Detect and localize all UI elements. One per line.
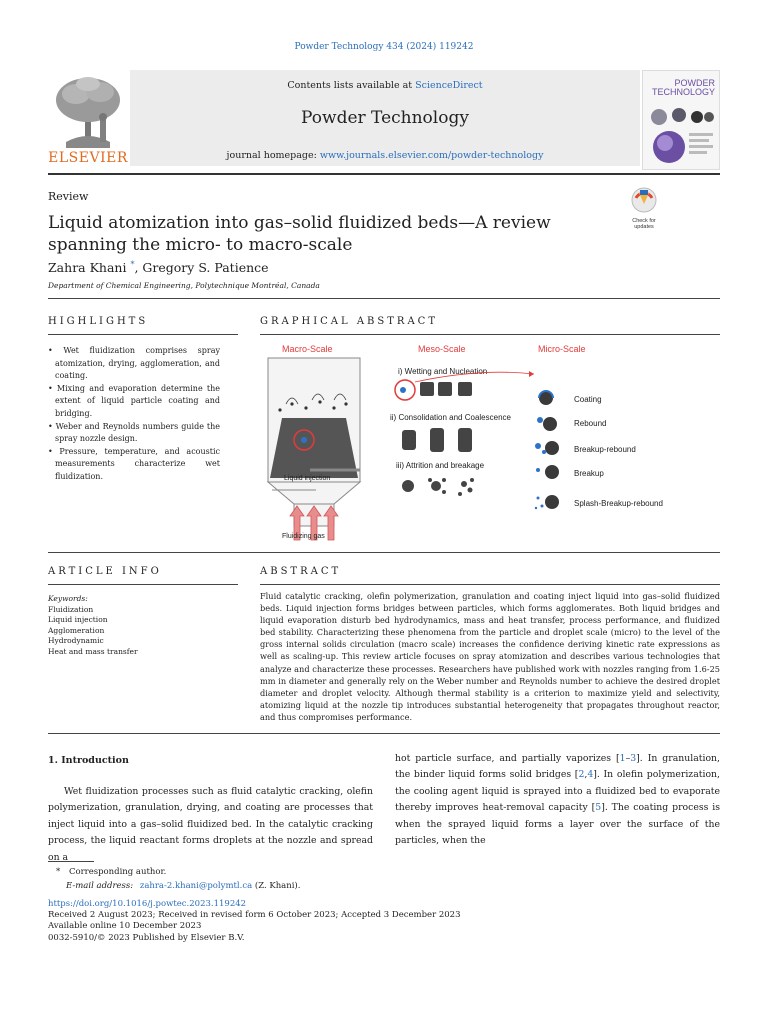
highlights-rule — [48, 334, 238, 335]
meso-scale-label: Meso-Scale — [418, 344, 466, 354]
keyword: Liquid injection — [48, 615, 108, 624]
author-name[interactable]: Gregory S. Patience — [142, 260, 269, 276]
affiliation: Department of Chemical Engineering, Polytechnique Montréal, Canada — [48, 281, 320, 290]
consolidation-clusters — [402, 428, 472, 452]
citation-link[interactable]: 4 — [587, 769, 594, 781]
outcome-label: Breakup — [574, 469, 604, 478]
keyword: Hydrodynamic — [48, 636, 104, 645]
abstract-rule — [260, 584, 720, 585]
micro-outcome-breakup-rebound — [535, 441, 559, 455]
breakage-fragments — [402, 478, 474, 496]
citation-link[interactable]: 5 — [595, 802, 602, 814]
keywords-label: Keywords: — [48, 594, 88, 603]
liquid-injection-label: Liquid injection — [284, 475, 331, 482]
journal-reference[interactable]: Powder Technology 434 (2024) 119242 — [294, 42, 474, 52]
fluidizing-gas-label: Fluidizing gas — [282, 533, 325, 540]
sciencedirect-link[interactable]: ScienceDirect — [415, 80, 483, 91]
micro-outcome-breakup — [536, 465, 559, 479]
graphical-abstract-bottom-rule — [48, 552, 720, 553]
section-heading: 1. Introduction — [48, 755, 129, 766]
email-note: E-mail address: zahra-2.khani@polymtl.ca (Z. Khani). — [66, 881, 301, 891]
masthead-rule — [48, 173, 720, 175]
list-item: • Wet fluidization comprises spray atomization, drying, agglomeration, and coating. — [48, 346, 220, 381]
highlights-list — [48, 345, 220, 484]
check-updates-icon — [622, 186, 666, 214]
graphical-abstract-figure — [260, 338, 720, 544]
email-link[interactable]: zahra-2.khani@polymtl.ca — [139, 881, 253, 891]
journal-homepage: journal homepage: www.journals.elsevier.com/powder-technology — [226, 150, 544, 161]
keyword: Fluidization — [48, 604, 94, 614]
abstract-text: Fluid catalytic cracking, olefin polymerization, granulation and coating inject liquid into gas–solid fluidized beds. Liquid injection forms bridges between particles, which forms agglomerates. Both liquid bridges and liquid evaporation disturb bed hydrodynamics, mass and heat transfer, process performance, and fluidized bed stability. Characterizing these phenomena from the particle and droplet scale (micro) to the level of the gross internal solids circulation (macro scale) increases the confidence deriving kinetic rate expressions as well as scaling-up. This review article focuses on spray atomization and describes various technologies that analyze and characterize these processes. Researchers have published work with nozzles ranging from 1.6-25 mm in diameter and generally rely on the Weber number and Reynolds number to achieve the desired droplet diameter and droplet velocity. Although thermal stability is a criterion to maximize yield and selectivity, atomizing liquid at the nozzle tip introduces substantial heterogeneity that propagates throughout reactor, and thus compromises performance. — [260, 591, 720, 722]
affiliation-rule — [48, 298, 720, 299]
citation-link[interactable]: 2 — [578, 769, 585, 781]
corresponding-author-note: * Corresponding author. — [56, 867, 167, 877]
journal-title: Powder Technology — [301, 108, 469, 128]
article-title: Liquid atomization into gas–solid fluidized beds—A review spanning the micro- to macro-scale — [48, 213, 551, 255]
online-date: Available online 10 December 2023 — [48, 921, 202, 932]
article-info-rule — [48, 584, 238, 585]
citation-link[interactable]: 3 — [630, 753, 637, 764]
intro-left-column: Wet fluidization processes such as fluid catalytic cracking, olefin polymerization, granulation, drying, and coating are processes that inject liquid into a gas–solid fluidized bed. In the catalytic cracking process, the liquid reactant forms droplets at the nozzle and spread on a — [48, 786, 373, 863]
intro-right-column: hot particle surface, and partially vaporizes [1–3]. In granulation, the binder liquid forms solid bridges [2,4]. In olefin polymerization, the cooling agent liquid is sprayed into a fluidized bed to evaporate thereby improves heat-removal capacity [5]. The coating process is when the sprayed liquid forms a layer over the surface of the particles, when the — [395, 753, 720, 847]
elsevier-logo — [48, 70, 128, 170]
droplet-icon — [400, 387, 406, 393]
elsevier-wordmark: ELSEVIER — [48, 150, 128, 166]
keyword: Agglomeration — [48, 625, 105, 635]
nucleation-clusters — [420, 382, 472, 396]
abstract-heading: ABSTRACT — [260, 566, 342, 577]
keywords-block — [48, 594, 238, 657]
check-for-updates-badge[interactable]: Check for updates — [622, 186, 666, 230]
outcome-label: Coating — [574, 395, 602, 404]
received-dates: Received 2 August 2023; Received in revised form 6 October 2023; Accepted 3 December 2023 — [48, 910, 461, 921]
outcome-label: Breakup-rebound — [574, 445, 636, 454]
cover-artwork-icon — [647, 105, 715, 167]
list-item: • Weber and Reynolds numbers guide the spray nozzle design. — [48, 421, 220, 444]
masthead — [48, 70, 720, 170]
author-name[interactable]: Zahra Khani — [48, 260, 127, 276]
macro-scale-label: Macro-Scale — [282, 344, 333, 354]
citation-link[interactable]: 1 — [619, 753, 626, 764]
attrition-breakage-label: iii) Attrition and breakage — [396, 461, 485, 470]
abstract-bottom-rule — [48, 733, 720, 734]
article-info-heading: ARTICLE INFO — [48, 566, 162, 577]
corresponding-author-mark[interactable]: * — [130, 260, 135, 269]
micro-outcome-splash — [535, 495, 559, 509]
outcome-label: Rebound — [574, 419, 607, 428]
graphical-abstract-rule — [260, 334, 720, 335]
article-type: Review — [48, 190, 89, 203]
copyright: 0032-5910/© 2023 Published by Elsevier B.V. — [48, 932, 245, 943]
author-list: Zahra Khani *, Gregory S. Patience — [48, 260, 269, 276]
micro-outcome-coating — [539, 391, 553, 405]
graphical-abstract-heading: GRAPHICAL ABSTRACT — [260, 316, 438, 327]
outcome-label: Splash-Breakup-rebound — [574, 499, 663, 508]
micro-scale-label: Micro-Scale — [538, 344, 586, 354]
cover-title: POWDER TECHNOLOGY — [651, 78, 715, 97]
list-item: • Mixing and evaporation determine the extent of liquid particle coating and bridging. — [48, 383, 220, 418]
highlights-heading: HIGHLIGHTS — [48, 316, 149, 327]
article-footer — [48, 899, 460, 944]
micro-outcome-rebound — [537, 417, 557, 431]
wetting-nucleation-label: i) Wetting and Nucleation — [398, 367, 488, 376]
footnote-rule — [48, 861, 94, 862]
journal-cover — [642, 70, 720, 170]
doi-link[interactable]: https://doi.org/10.1016/j.powtec.2023.119242 — [48, 899, 247, 909]
contents-line: Contents lists available at ScienceDirect — [287, 80, 483, 91]
masthead-center — [130, 70, 640, 166]
keyword: Heat and mass transfer — [48, 646, 138, 656]
consolidation-coalescence-label: ii) Consolidation and Coalescence — [390, 413, 511, 422]
fluidized-bed-vessel — [268, 358, 360, 526]
list-item: • Pressure, temperature, and acoustic measurements characterize wet fluidization. — [48, 446, 220, 481]
homepage-link[interactable]: www.journals.elsevier.com/powder-technology — [319, 150, 544, 161]
